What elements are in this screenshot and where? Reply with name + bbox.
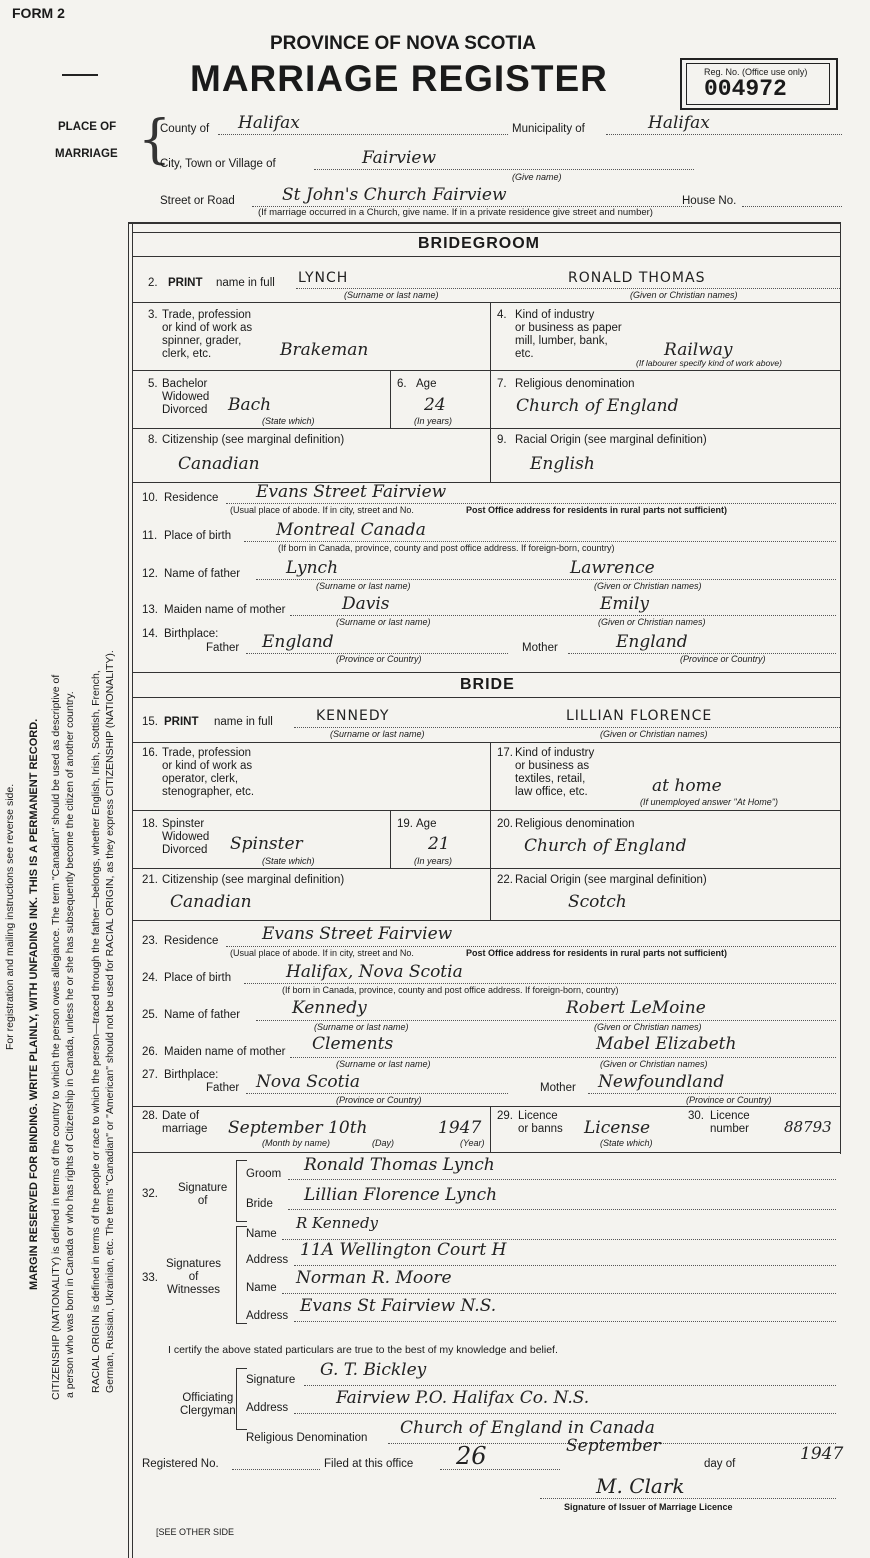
bride-religion: Church of England — [524, 836, 687, 856]
marriage-label: MARRIAGE — [55, 148, 118, 160]
bride-signature: Lillian Florence Lynch — [304, 1185, 498, 1205]
place-brace: { — [138, 110, 172, 170]
clergy-address: Fairview P.O. Halifax Co. N.S. — [336, 1388, 590, 1408]
reg-no-value: 004972 — [704, 76, 787, 102]
bride-father-surname: Kennedy — [292, 998, 367, 1018]
filed-year: 1947 — [800, 1444, 844, 1464]
licence-number: 88793 — [784, 1118, 832, 1136]
witness-1-name: R Kennedy — [296, 1214, 379, 1232]
place-of-label: PLACE OF — [58, 121, 117, 133]
city-value: Fairview — [362, 148, 436, 168]
groom-mother-given: Emily — [600, 594, 650, 614]
groom-citizenship: Canadian — [178, 454, 260, 474]
bride-industry: at home — [652, 776, 722, 796]
margin-line-6: German, Russian, Ukrainian, etc. The terms "Canadian" or "American" should not be used for RACIAL ORIGIN, as they express CITIZENSHIP (NATIONALITY). — [104, 650, 116, 1393]
street-note: (If marriage occurred in a Church, give name. If in a private residence give street and number) — [258, 207, 653, 218]
margin-line-5: RACIAL ORIGIN is defined in terms of the people or race to which the person—traced through the father—belongs, whether English, Irish, Scottish, French, — [90, 670, 102, 1393]
groom-age: 24 — [424, 395, 446, 415]
reg-no-box — [680, 58, 838, 110]
county-value: Halifax — [238, 113, 300, 133]
groom-header: BRIDEGROOM — [418, 235, 540, 252]
margin-line-2: MARGIN RESERVED FOR BINDING. WRITE PLAINLY, WITH UNFADING INK. THIS IS A PERMANENT RECORD. — [28, 718, 40, 1290]
witness-2-address: Evans St Fairview N.S. — [300, 1296, 497, 1316]
municipality-label: Municipality of — [512, 123, 585, 135]
house-no-label: House No. — [682, 195, 737, 207]
witness-1-address: 11A Wellington Court H — [300, 1240, 507, 1260]
bride-header: BRIDE — [460, 676, 515, 693]
municipality-value: Halifax — [648, 113, 710, 133]
bride-father-given: Robert LeMoine — [566, 998, 706, 1018]
frame-left-2 — [132, 222, 133, 1558]
bride-birthplace: Halifax, Nova Scotia — [286, 962, 463, 982]
header-dash — [62, 74, 98, 76]
marriage-month-day: September 10th — [228, 1118, 368, 1138]
reg-no-label: Reg. No. (Office use only) — [704, 67, 808, 77]
clergy-denomination: Church of England in Canada — [400, 1418, 655, 1438]
form-label: FORM 2 — [12, 5, 65, 21]
county-label: County of — [160, 123, 210, 135]
bride-father-birthplace: Nova Scotia — [256, 1072, 361, 1092]
bride-surname: KENNEDY — [316, 708, 390, 724]
page-title: MARRIAGE REGISTER — [190, 58, 608, 99]
groom-religion: Church of England — [516, 396, 679, 416]
bride-mother-birthplace: Newfoundland — [598, 1072, 725, 1092]
groom-mother-surname: Davis — [342, 594, 390, 614]
margin-line-1: For registration and mailing instructions see reverse side. — [4, 783, 16, 1050]
groom-birthplace: Montreal Canada — [276, 520, 426, 540]
groom-industry: Railway — [664, 340, 733, 360]
bride-status: Spinster — [230, 834, 303, 854]
groom-father-given: Lawrence — [570, 558, 655, 578]
bride-age: 21 — [428, 834, 450, 854]
bride-citizenship: Canadian — [170, 892, 252, 912]
groom-trade: Brakeman — [280, 340, 369, 360]
province-heading: PROVINCE OF NOVA SCOTIA — [270, 33, 537, 54]
groom-residence: Evans Street Fairview — [256, 482, 447, 502]
bride-given: LILLIAN FLORENCE — [566, 708, 713, 724]
groom-given: RONALD THOMAS — [568, 270, 706, 286]
groom-mother-birthplace: England — [616, 632, 688, 652]
groom-racial-origin: English — [530, 454, 595, 474]
certification-text: I certify the above stated particulars are true to the best of my knowledge and belief. — [168, 1344, 558, 1356]
see-other-side: [SEE OTHER SIDE — [156, 1527, 235, 1537]
street-label: Street or Road — [160, 195, 235, 207]
groom-signature: Ronald Thomas Lynch — [304, 1155, 495, 1175]
frame-right — [840, 222, 841, 1154]
clergy-signature: G. T. Bickley — [320, 1360, 427, 1380]
issuer-label: Signature of Issuer of Marriage Licence — [564, 1502, 733, 1512]
street-value: St John's Church Fairview — [282, 185, 507, 205]
groom-father-birthplace: England — [262, 632, 334, 652]
bride-mother-surname: Clements — [312, 1034, 394, 1054]
margin-line-4: a person who was born in Canada or who has rights of Citizenship in Canada, unless he or she has subsequently become the citizen of another country. — [64, 691, 76, 1398]
licence-type: License — [584, 1118, 651, 1138]
groom-status: Bach — [228, 395, 272, 415]
witness-2-name: Norman R. Moore — [296, 1268, 452, 1288]
issuer-signature: M. Clark — [596, 1474, 685, 1498]
filed-day: 26 — [456, 1442, 487, 1470]
city-label: City, Town or Village of — [160, 158, 276, 170]
frame-top — [128, 222, 841, 224]
frame-left — [128, 222, 129, 1558]
filed-month: September — [566, 1436, 661, 1456]
give-name-note: (Give name) — [512, 172, 562, 182]
groom-father-surname: Lynch — [286, 558, 339, 578]
margin-line-3: CITIZENSHIP (NATIONALITY) is defined in terms of the country to which the person owes allegiance. The term "Canadian" should be used as descriptive of — [50, 674, 62, 1400]
marriage-year: 1947 — [438, 1118, 482, 1138]
bride-mother-given: Mabel Elizabeth — [596, 1034, 737, 1054]
groom-surname: LYNCH — [298, 270, 349, 286]
bride-racial-origin: Scotch — [568, 892, 627, 912]
bride-residence: Evans Street Fairview — [262, 924, 453, 944]
